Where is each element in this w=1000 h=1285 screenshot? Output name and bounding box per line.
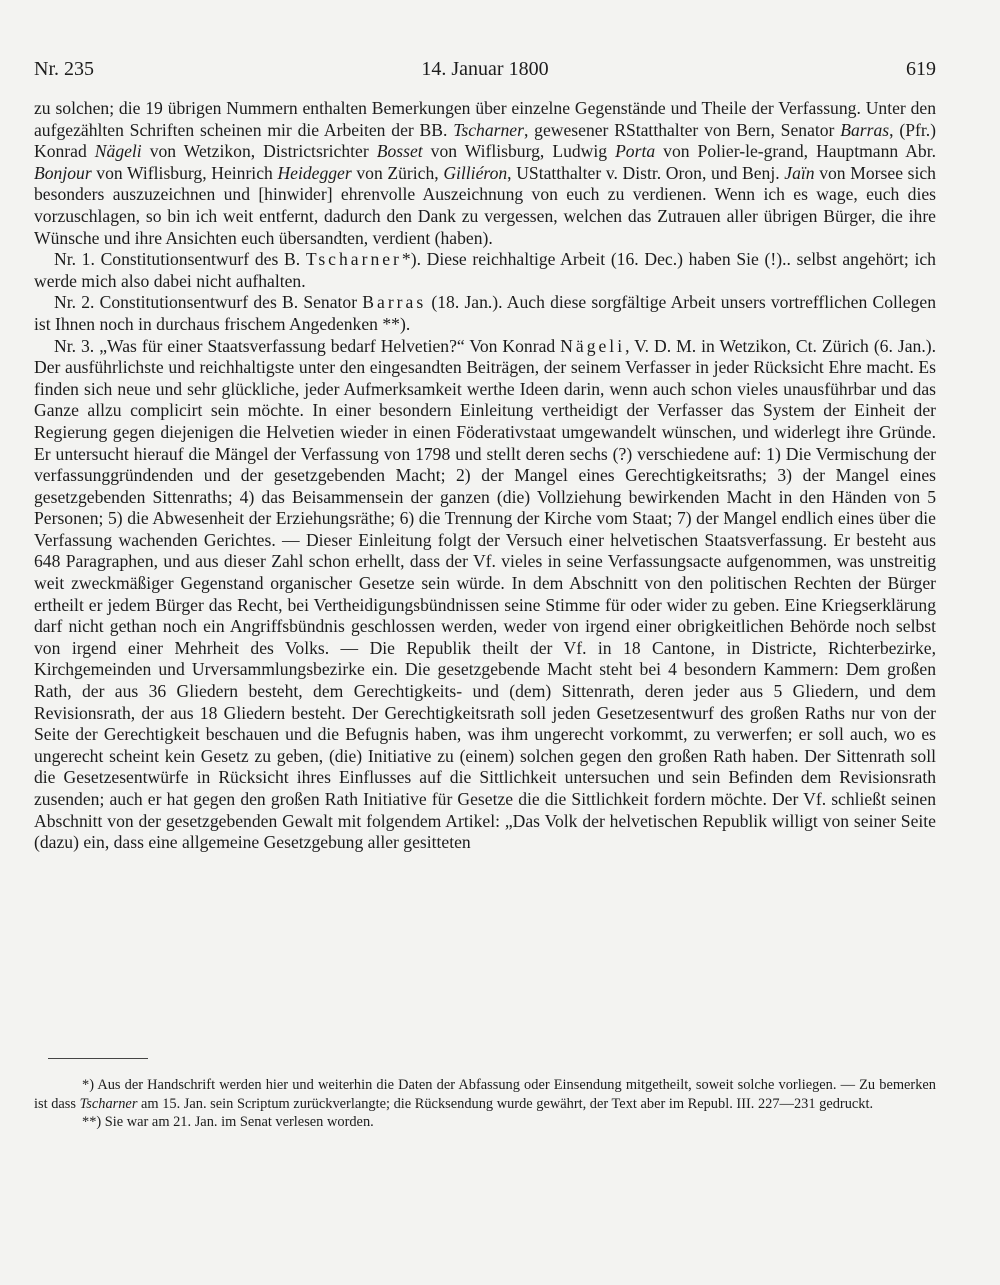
name-tscharner: Tscharner <box>79 1095 138 1112</box>
name-tscharner-spaced: Tscharner <box>305 249 402 270</box>
footnote-2: **) Sie war am 21. Jan. im Senat verlesen worden. <box>82 1114 374 1130</box>
text-run: Nr. 3. „Was für einer Staatsverfassung bedarf Helvetien?“ Von Konrad <box>54 335 561 356</box>
text-run: von Polier-le-grand, Hauptmann Abr. <box>655 141 936 162</box>
text-run: von Zürich, <box>351 162 444 183</box>
intro-paragraph <box>34 98 936 249</box>
footnote-divider <box>48 1058 148 1059</box>
text-run: zu solchen; die 19 übrigen Nummern enthalten Bemerkungen über einzelne Gegenstände und Theile der Verfassung. Unter den aufgezählten Schriften scheinen mir die Arbeiten der BB. <box>34 98 936 140</box>
name-barras-spaced: Barras <box>362 292 427 313</box>
main-text <box>34 98 936 854</box>
running-header <box>34 58 936 88</box>
text-run: *) Aus der Handschrift werden hier und weiterhin die Daten der Abfassung oder Einsendung mitgetheilt, soweit solche vorliegen. — Zu bemerken ist dass <box>34 1077 936 1112</box>
text-run: von Morsee sich besonders auszuzeichnen und [hinwider] ehrenvolle Auszeichnung von euch zu verdienen. Wenn ich es wage, euch dies vorzuschlagen, so bin ich weit entfernt, dadurch den Dank zu vergessen, welchen das Zutrauen aller übrigen Bürger, die ihre Wünsche und ihre Ansichten euch übersandten, verdient (haben). <box>34 162 936 248</box>
name-heidegger: Heidegger <box>277 162 352 183</box>
name-naegeli-spaced: Nägeli <box>560 335 626 356</box>
text-run: von Wiflisburg, Heinrich <box>91 162 278 183</box>
name-jain: Jaïn <box>784 162 815 183</box>
text-run: *). Diese reichhaltige Arbeit (16. Dec.) haben Sie (!).. selbst angehört; ich werde mich also dabei nicht aufhalten. <box>34 249 936 291</box>
page-number: 619 <box>906 58 936 80</box>
footnote-1 <box>34 1076 936 1113</box>
name-tscharner: Tscharner <box>453 119 524 140</box>
footnotes <box>34 1076 936 1132</box>
paragraph-nr-3 <box>34 336 936 854</box>
text-run: Nr. 1. Constitutionsentwurf des B. <box>54 249 306 270</box>
name-barras: Barras <box>840 119 890 140</box>
text-run: am 15. Jan. sein Scriptum zurückverlangte; die Rücksendung wurde gewährt, der Text aber im Republ. III. 227—231 gedruckt. <box>137 1095 874 1112</box>
paragraph-nr-2 <box>34 292 936 335</box>
text-run: Nr. 2. Constitutionsentwurf des B. Senator <box>54 292 363 313</box>
document-number: Nr. 235 <box>34 58 94 80</box>
name-gillieron: Gilliéron <box>443 162 508 183</box>
text-run: von Wiflisburg, Ludwig <box>422 141 616 162</box>
name-porta: Porta <box>615 141 656 162</box>
name-naegeli: Nägeli <box>94 141 142 162</box>
paragraph-nr-1 <box>34 249 936 292</box>
name-bosset: Bosset <box>376 141 423 162</box>
text-run: , gewesener RStatthalter von Bern, Senator <box>523 119 841 140</box>
text-run: , V. D. M. in Wetzikon, Ct. Zürich (6. Jan.). Der ausführlichste und reichhaltigste unter den eingesandten Beiträgen, der seinem Verfasser in jeder Rücksicht Ehre macht. Es finden sich neue und sehr glückliche, jeder Aufmerksamkeit werthe Ideen darin, wenn auch schon vieles unausführbar und das Ganze allzu complicirt sein möchte. In einer besondern Einleitung vertheidigt der Verfasser das System der Einheit der Regierung gegen diejenigen die Helvetien wieder in einen Föderativstaat umgewandelt wünschen, und widerlegt ihre Gründe. Er untersucht hierauf die Mängel der Verfassung von 1798 und stellt deren sechs (?) verschiedene auf: 1) Die Vermischung der verfassunggründenden und der gesetzgebenden Macht; 2) der Mangel eines Gerechtigkeitsraths; 3) der Mangel eines gesetzgebenden Sittenraths; 4) das Beisammensein der ganzen (die) Vollziehung bewirkenden Macht in den Händen von 5 Personen; 5) die Abwesenheit der Erziehungsräthe; 6) die Trennung der Kirche vom Staat; 7) der Mangel endlich eines über die Verfassung wachenden Gerichtes. — Dieser Einleitung folgt der Versuch einer helvetischen Staatsverfassung. Er besteht aus 648 Paragraphen, und aus dieser Zahl schon erhellt, dass der Vf. vieles in seine Verfassungsacte aufgenommen, was unstreitig weit zweckmäßiger Gegenstand organischer Gesetze sein würde. In dem Abschnitt von den politischen Rechten der Bürger ertheilt er jedem Bürger das Recht, bei Vertheidigungsbündnissen seine Stimme für oder wider zu geben. Eine Kriegserklärung darf nicht gethan noch ein Angriffsbündnis geschlossen werden, weder von irgend einer obrigkeitlichen Behörde noch selbst von irgend einer Mehrheit des Volks. — Die Republik theilt der Vf. in 18 Cantone, in Districte, Richterbezirke, Kirchgemeinden und Urversammlungsbezirke ein. Die gesetzgebende Macht steht bei 4 besondern Kammern: Dem großen Rath, der aus 36 Gliedern besteht, dem Gerechtigkeits- und (dem) Sittenrath, deren jeder aus 5 Gliedern, und dem Revisionsrath, der aus 18 Gliedern besteht. Der Gerechtigkeitsrath soll jeden Gesetzesentwurf des großen Raths nur von der Seite der Gerechtigkeit beschauen und die Befugnis haben, was ihm ungerecht vorkommt, zu verwerfen; er soll auch, wo es ungerecht scheint kein Gesetz zu geben, (die) Initiative zu (einem) solchen gegen den großen Rath haben. Der Sittenrath soll die Gesetzesentwürfe in Rücksicht ihres Einflusses auf die Sittlichkeit untersuchen und sein Befinden dem Revisionsrath zusenden; auch er hat gegen den großen Rath Initiative für Gesetze die die Sittlichkeit fordern möchte. Der Vf. schließt seinen Abschnitt von der gesetzgebenden Gewalt mit folgendem Artikel: „Das Volk der helvetischen Republik willigt von seiner Seite (dazu) ein, dass eine allgemeine Gesetzgebung aller gesitteten <box>34 335 936 853</box>
text-run: , UStatthalter v. Distr. Oron, und Benj. <box>507 162 785 183</box>
text-run: , (Pfr.) Konrad <box>34 119 936 162</box>
text-run: (18. Jan.). Auch diese sorgfältige Arbeit unsers vortrefflichen Collegen ist Ihnen noch in durchaus frischem Angedenken **). <box>34 292 936 334</box>
text-run: von Wetzikon, Districtsrichter <box>141 141 377 162</box>
name-bonjour: Bonjour <box>34 162 92 183</box>
header-date: 14. Januar 1800 <box>421 58 549 80</box>
